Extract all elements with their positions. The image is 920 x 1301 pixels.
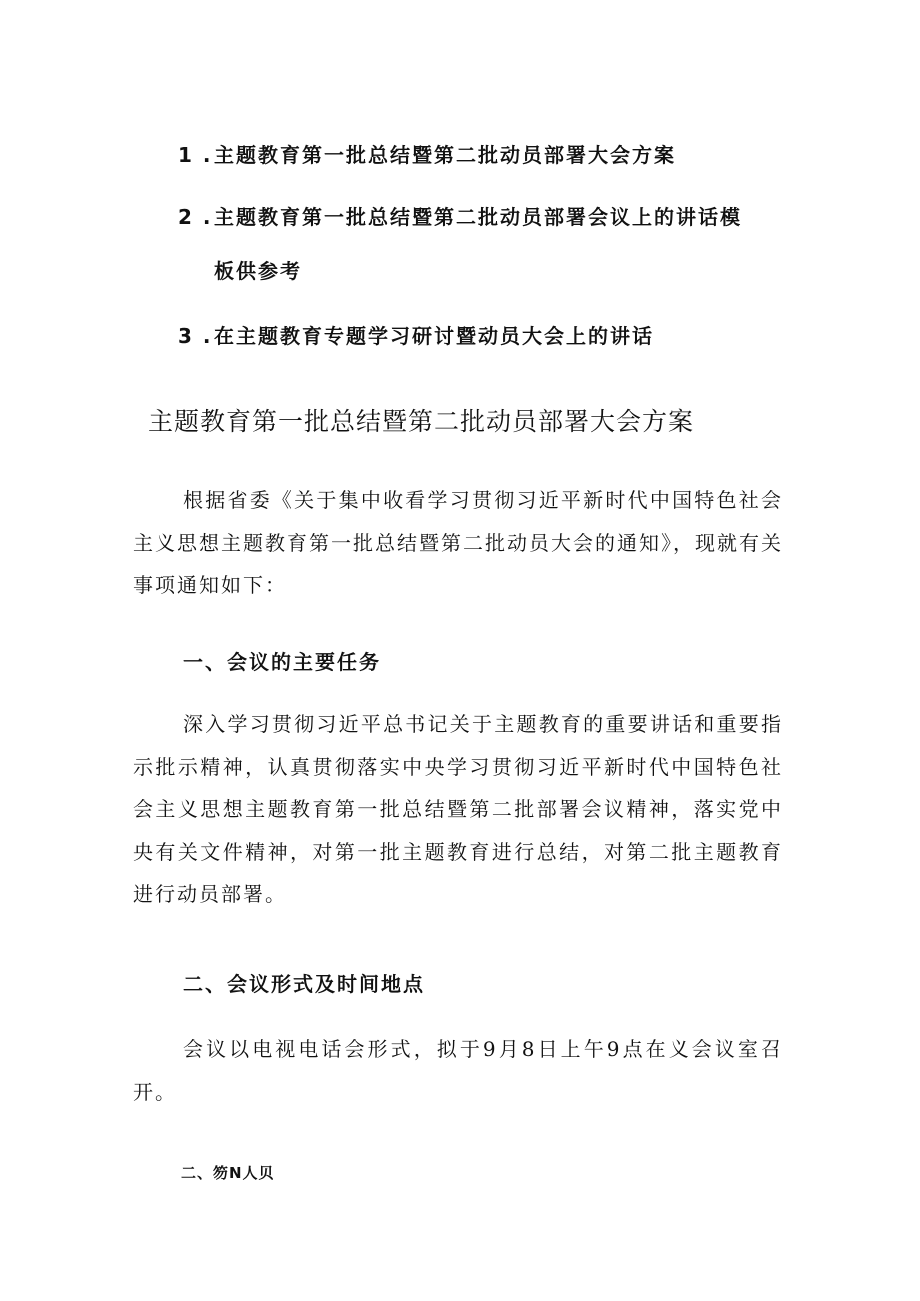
- toc-item-text: 主题教育第一批总结暨第二批动员部署大会方案: [214, 143, 676, 167]
- toc-item-2[interactable]: [178, 190, 798, 298]
- toc-item-text-continued: 板供参考: [214, 259, 302, 283]
- document-title: 主题教育第一批总结暨第二批动员部署大会方案: [148, 407, 695, 436]
- section-heading-1: 一、会议的主要任务: [183, 650, 381, 674]
- toc-item-1[interactable]: [178, 128, 798, 182]
- section-body-1: 深入学习贯彻习近平总书记关于主题教育的重要讲话和重要指示批示精神，认真贯彻落实中央学习贯彻习近平新时代中国特色社会主义思想主题教育第一批总结暨第二批部署会议精神，落实党中央有关文件精神，对第一批主题教育进行总结，对第二批主题教育进行动员部署。: [133, 712, 783, 906]
- section-heading-2: 二、会议形式及时间地点: [183, 972, 425, 996]
- toc-item-number: 3 .: [178, 324, 213, 348]
- section-heading-3: 二、笏N人贝: [181, 1164, 275, 1182]
- toc-item-3[interactable]: [178, 309, 798, 363]
- intro-paragraph: 根据省委《关于集中收看学习贯彻习近平新时代中国特色社会主义思想主题教育第一批总结暨第二批动员大会的通知》，现就有关事项通知如下：: [133, 488, 783, 597]
- section-body-2: 会议以电视电话会形式，拟于9月8日上午9点在义会议室召开。: [133, 1037, 783, 1104]
- toc-item-text: 在主题教育专题学习研讨暨动员大会上的讲话: [214, 324, 654, 348]
- toc-item-text: 主题教育第一批总结暨第二批动员部署会议上的讲话模: [214, 205, 742, 229]
- toc-item-number: 2 .: [178, 205, 213, 229]
- toc-item-number: 1 .: [178, 143, 213, 167]
